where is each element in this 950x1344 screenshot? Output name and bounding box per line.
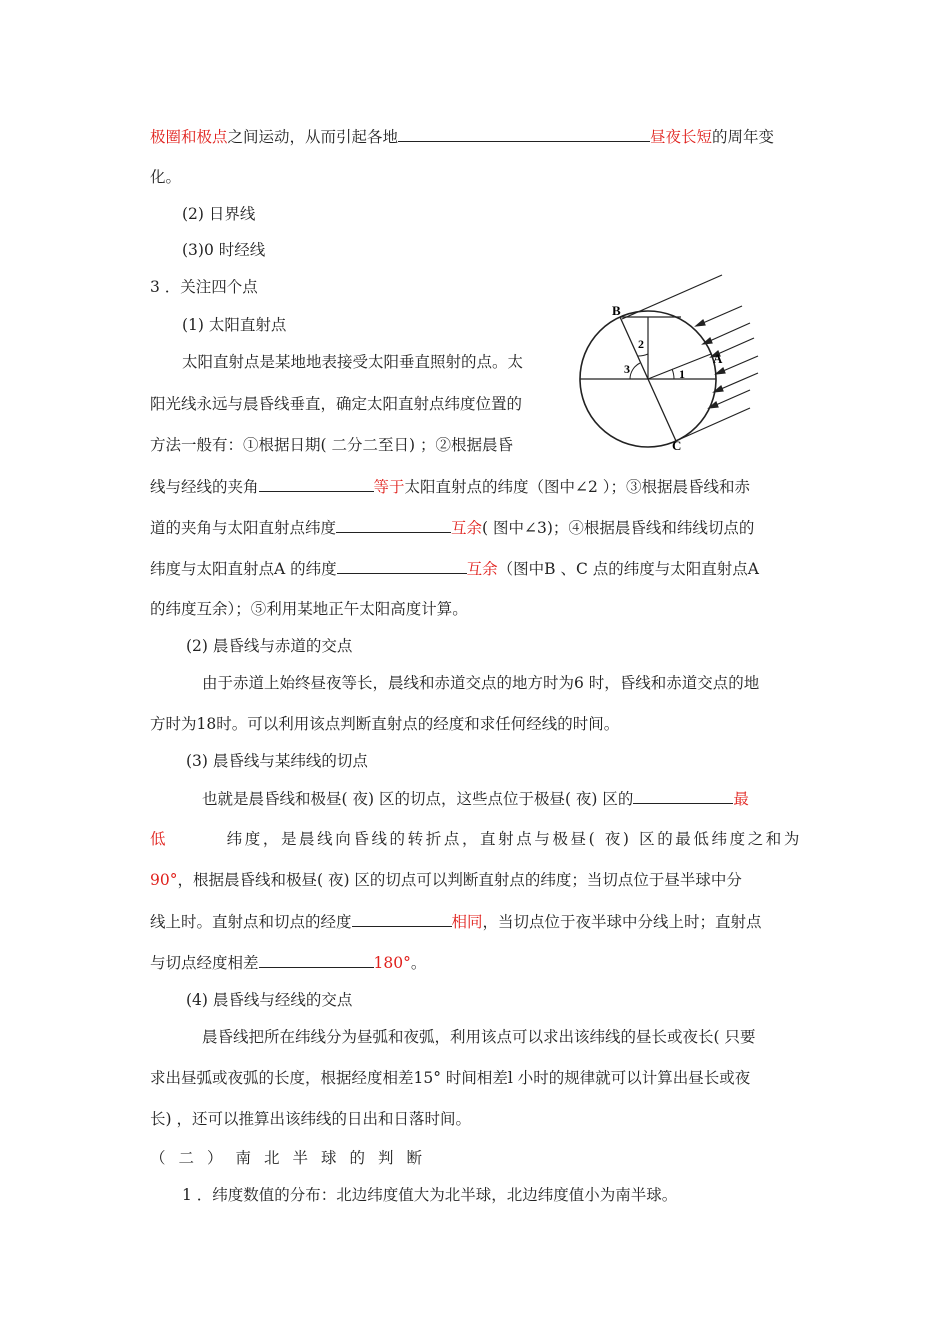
body-text: 。 [410,954,427,972]
body-text: ，当切点位于夜半球中分线上时；直射点 [482,913,762,931]
paragraph-line: 的纬度互余）；⑤利用某地正午太阳高度计算。 [150,600,468,618]
fill-blank [259,952,374,968]
fill-blank [398,126,650,142]
label-a: A [713,351,723,366]
paragraph-line: 长) ，还可以推算出该纬线的日出和日落时间。 [150,1110,471,1128]
paragraph-line [150,952,426,973]
paragraph-line: 阳光线永远与晨昏线垂直，确定太阳直射点纬度位置的 [150,395,523,413]
paragraph-line [150,476,750,497]
subsection-heading: (1) 太阳直射点 [182,316,287,334]
paragraph-line: 方法一般有：①根据日期( 二分二至日) ；②根据晨昏 [150,436,513,454]
section-heading: 3 ．关注四个点 [150,278,258,296]
subsection-heading: (2) 晨昏线与赤道的交点 [186,637,353,655]
body-text: 与切点经度相差 [150,954,259,972]
section-heading: （二）南北半球的判断 [150,1149,436,1167]
body-text: ( 图中∠3)；④根据晨昏线和纬线切点的 [482,519,755,537]
earth-sunlight-diagram [570,270,760,450]
angle-label-2: 2 [638,337,644,351]
answer-text: 最 [733,790,749,808]
paragraph-line: 太阳直射点是某地地表接受太阳垂直照射的点。太 [182,353,524,371]
angle-3-arc [630,363,640,379]
body-text: 线与经线的夹角 [150,478,259,496]
answer-text: 等于 [373,478,405,496]
paragraph-line: 方时为18时。可以利用该点判断直射点的经度和求任何经线的时间。 [150,715,620,733]
answer-text: 互余 [466,560,498,578]
list-item: 1 ．纬度数值的分布：北边纬度值大为北半球，北边纬度值小为南半球。 [182,1186,678,1204]
fill-blank [337,558,467,574]
fill-blank [259,476,374,492]
paragraph-line [150,126,774,147]
paragraph-line [202,788,749,809]
paragraph-line: 由于赤道上始终昼夜等长，晨线和赤道交点的地方时为6 时，昏线和赤道交点的地 [202,674,760,692]
body-text: ，根据晨昏线和极昼( 夜) 区的切点可以判断直射点的纬度；当切点位于昼半球中分 [177,871,742,889]
label-b: B [612,303,621,318]
body-text: （图中B 、C 点的纬度与太阳直射点A [497,560,759,578]
body-text: 太阳直射点的纬度（图中∠2 ）；③根据晨昏线和赤 [404,478,751,496]
paragraph-line: 晨昏线把所在纬线分为昼弧和夜弧，利用该点可以求出该纬线的昼长或夜长( 只要 [202,1028,756,1046]
answer-text: 昼夜长短 [650,128,713,146]
subsection-heading: (3) 晨昏线与某纬线的切点 [186,752,368,770]
angle-label-3: 3 [624,362,630,376]
paragraph-line: 求出昼弧或夜弧的长度，根据经度相差15° 时间相差l 小时的规律就可以计算出昼长或夜 [150,1069,751,1087]
list-item: (3)0 时经线 [182,241,266,259]
answer-text: 180° [373,954,411,972]
paragraph-line [150,517,754,538]
paragraph-line [150,829,802,849]
body-text: 纬度，是晨线向昏线的转折点，直射点与极昼( 夜) 区的最低纬度之和为 [226,830,802,848]
angle-2-arc [638,354,648,356]
paragraph-line [150,558,759,579]
angle-1-arc [672,369,674,379]
answer-text: 互余 [451,519,483,537]
answer-text: 极圈和极点 [150,128,228,146]
body-text: 的周年变 [712,128,775,146]
fill-blank [352,911,452,927]
answer-text: 相同 [451,913,483,931]
paragraph-line: 化。 [150,168,182,186]
sun-rays [622,275,758,440]
label-c: C [672,438,682,450]
body-text: 纬度与太阳直射点A 的纬度 [150,560,337,578]
answer-text: 90° [150,871,178,889]
angle-label-1: 1 [679,367,685,381]
fill-blank [336,517,451,533]
subsection-heading: (4) 晨昏线与经线的交点 [186,991,353,1009]
paragraph-line [150,870,742,890]
answer-text: 低 [150,830,166,848]
body-text: 也就是晨昏线和极昼( 夜) 区的切点，这些点位于极昼( 夜) 区的 [202,790,634,808]
paragraph-line [150,911,762,932]
body-text: 线上时。直射点和切点的经度 [150,913,352,931]
body-text: 之间运动，从而引起各地 [227,128,399,146]
fill-blank [633,788,733,804]
list-item: (2) 日界线 [182,205,256,223]
body-text: 道的夹角与太阳直射点纬度 [150,519,337,537]
